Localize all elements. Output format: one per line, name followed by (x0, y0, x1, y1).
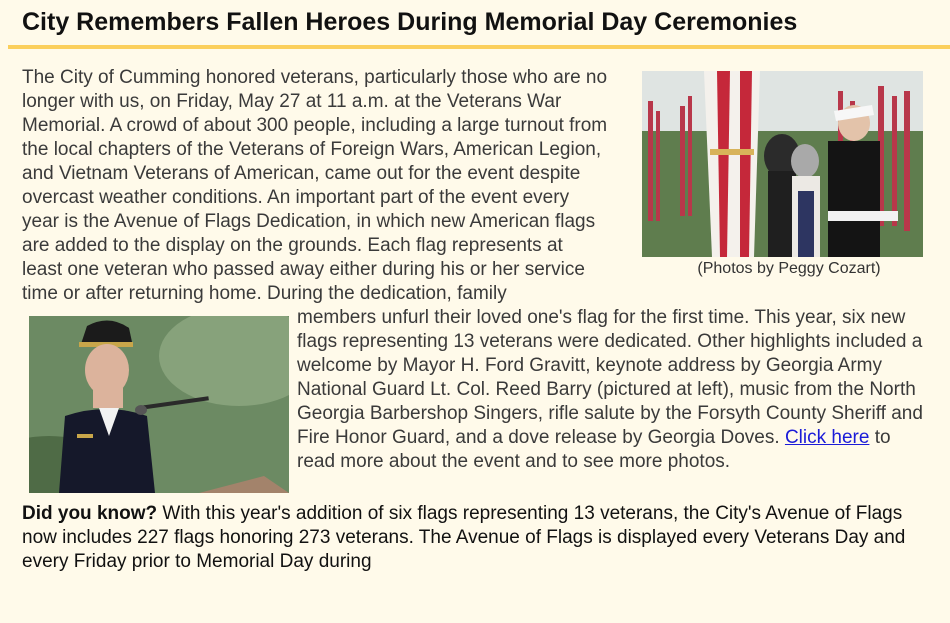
did-you-know-label: Did you know? (22, 503, 158, 524)
article-text-middle: members unfurl their loved one's flag for the first time. This year, six new flags representing 13 veterans were dedicated. Other highlights included a welcome by Mayor H. Ford Gravitt, keynote address by Georgia Army National Guard Lt. Col. Reed Barry (pictured at left), music from the North Georgia Barbershop Singers, rifle salute by the Forsyth County Sheriff and Fire Honor Guard, and a dove release by Georgia Doves. (297, 307, 923, 448)
photo-keynote-speaker (29, 316, 289, 493)
did-you-know-paragraph (22, 502, 926, 574)
photo-caption: (Photos by Peggy Cozart) (697, 260, 881, 277)
click-here-link[interactable]: Click here (784, 427, 870, 448)
article-text-intro: The City of Cumming honored veterans, particularly those who are no longer with us, on Friday, May 27 at 11 a.m. at the Veterans War Memorial. A crowd of about 300 people, including a large turnout from the local chapters of the Veterans of Foreign Wars, American Legion, and Vietnam Veterans of American, came out for the event despite overcast weather conditions. An important part of the event every year is the Avenue of Flags Dedication, in which new American flags are added to the display on the grounds. Each flag represents at least one veteran who passed away either during his or her service time or after returning home. During the dedication, family (22, 67, 608, 304)
headline-divider (8, 45, 950, 49)
did-you-know-text: With this year's addition of six flags representing 13 veterans, the City's Avenue of Flags now includes 227 flags honoring 273 veterans. The Avenue of Flags is displayed every Veterans Day and every Friday prior to Memorial Day during (22, 503, 906, 572)
article-text-link-tail: to read more about the event and to see more photos. (297, 427, 891, 472)
article-body (22, 66, 926, 574)
photo-flag-unfurling (642, 71, 926, 257)
photo-figure-flags (642, 71, 926, 279)
article-headline: City Remembers Fallen Heroes During Memorial Day Ceremonies (22, 8, 798, 36)
